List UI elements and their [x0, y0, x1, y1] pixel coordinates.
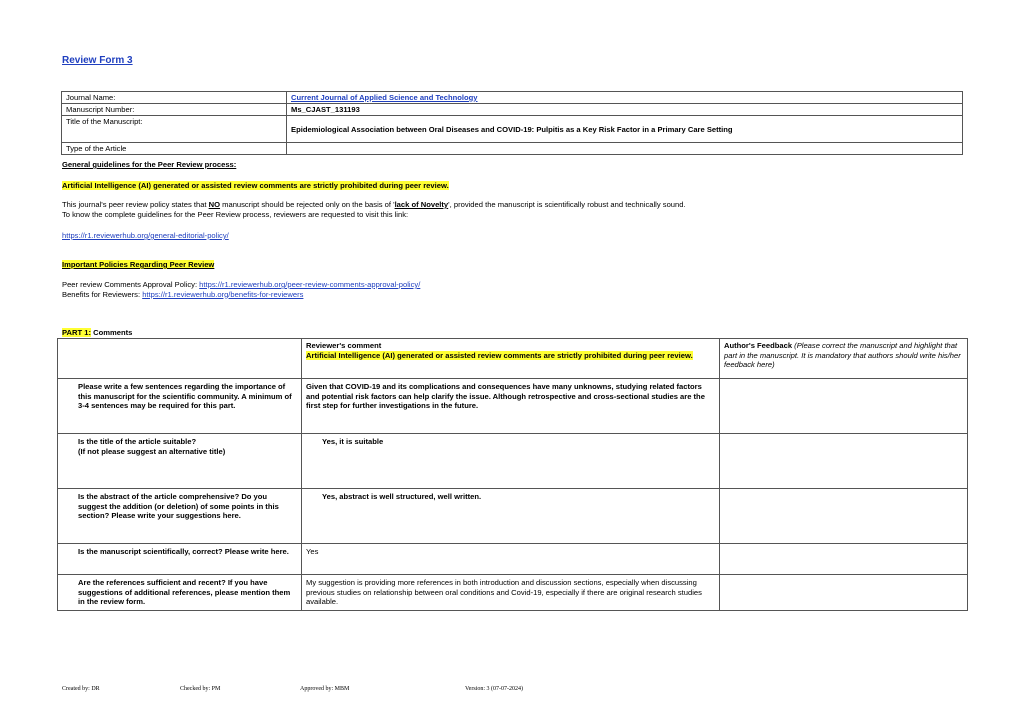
reviewer-comment-cell[interactable]: Yes [302, 544, 720, 575]
article-type-value [287, 143, 963, 155]
table-row [58, 379, 968, 434]
guidelines-heading: General guidelines for the Peer Review process: [62, 160, 237, 169]
author-feedback-cell[interactable] [720, 575, 968, 611]
journal-label: Journal Name: [62, 92, 287, 104]
footer-created-by: Created by: DR [62, 686, 100, 692]
footer-approved-by: Approved by: MBM [300, 686, 350, 692]
approval-policy-link[interactable]: https://r1.reviewerhub.org/peer-review-comments-approval-policy/ [199, 280, 421, 289]
manuscript-number-label: Manuscript Number: [62, 104, 287, 116]
no-emphasis: NO [208, 200, 221, 209]
table-row [58, 575, 968, 611]
reviewer-comment-cell[interactable]: Yes, it is suitable [302, 434, 720, 489]
article-type-label: Type of the Article [62, 143, 287, 155]
table-row [58, 544, 968, 575]
part1-heading [62, 328, 132, 337]
author-feedback-cell[interactable] [720, 379, 968, 434]
question-cell: Is the title of the article suitable? (If not please suggest an alternative title) [58, 434, 302, 489]
reviewer-ai-warning: Artificial Intelligence (AI) generated or assisted review comments are strictly prohibited during peer review. [306, 350, 693, 360]
author-feedback-cell[interactable] [720, 434, 968, 489]
header-empty-cell [58, 339, 302, 379]
reviewer-comment-cell[interactable]: My suggestion is providing more references in both introduction and discussion sections, especially when discussing previous studies on relationship between oral conditions and Covid-19, especially if there are original research studies available. [302, 575, 720, 611]
part1-label: PART 1: [62, 328, 91, 337]
question-cell: Please write a few sentences regarding the importance of this manuscript for the scientific community. A minimum of 3-4 sentences may be required for this part. [58, 379, 302, 434]
manuscript-title-row [62, 116, 963, 143]
policy-links: Peer review Comments Approval Policy: https://r1.reviewerhub.org/peer-review-comments-approval-policy/ Benefits for Reviewers: https://r1.reviewerhub.org/benefits-for-reviewers [62, 280, 421, 299]
footer-version: Version: 3 (07-07-2024) [465, 686, 523, 692]
question-cell: Is the manuscript scientifically, correct? Please write here. [58, 544, 302, 575]
important-policies-heading: Important Policies Regarding Peer Review [62, 260, 215, 269]
editorial-policy-link[interactable]: https://r1.reviewerhub.org/general-editorial-policy/ [62, 231, 229, 240]
benefits-link[interactable]: https://r1.reviewerhub.org/benefits-for-reviewers [142, 289, 304, 299]
article-type-row [62, 143, 963, 155]
manuscript-title-label: Title of the Manuscript: [62, 116, 287, 143]
reviewer-comment-cell[interactable]: Yes, abstract is well structured, well written. [302, 489, 720, 544]
ai-warning: Artificial Intelligence (AI) generated or assisted review comments are strictly prohibited during peer review. [62, 181, 449, 190]
comments-table [57, 338, 968, 611]
manuscript-info-table [61, 91, 963, 155]
footer-checked-by: Checked by: PM [180, 686, 221, 692]
author-feedback-cell[interactable] [720, 544, 968, 575]
reviewer-comment-cell[interactable]: Given that COVID-19 and its complications and consequences have many unknowns, studying related factors and potential risk factors can help clarify the issue. Although retrospective and cross-sectional studies are the first step for further investigations in the future. [302, 379, 720, 434]
manuscript-number-value: Ms_CJAST_131193 [287, 104, 963, 116]
policy-paragraph: This journal's peer review policy states that NO manuscript should be rejected only on the basis of 'lack of Novelty', provided the manuscript is scientifically robust and technically sound. To know the complete guidelines for the Peer Review process, reviewers are requested to visit this link: [62, 200, 686, 219]
manuscript-title-value: Epidemiological Association between Oral Diseases and COVID-19: Pulpitis as a Key Risk Factor in a Primary Care Setting [287, 116, 963, 143]
guidelines-instruction: To know the complete guidelines for the Peer Review process, reviewers are requested to visit this link: [62, 209, 409, 219]
part1-title: Comments [90, 328, 133, 337]
question-cell: Is the abstract of the article comprehensive? Do you suggest the addition (or deletion) of some points in this section? Please write your suggestions here. [58, 489, 302, 544]
comments-header-row [58, 339, 968, 379]
author-feedback-cell[interactable] [720, 489, 968, 544]
table-row [58, 434, 968, 489]
reviewer-comment-header: Reviewer's comment [306, 341, 382, 350]
journal-name-link[interactable]: Current Journal of Applied Science and Technology [291, 93, 478, 102]
author-feedback-header: Author's Feedback (Please correct the manuscript and highlight that part in the manuscript. It is mandatory that authors should write his/her feedback here) [720, 339, 968, 379]
manuscript-number-row [62, 104, 963, 116]
table-row [58, 489, 968, 544]
question-cell: Are the references sufficient and recent? If you have suggestions of additional references, please mention them in the review form. [58, 575, 302, 611]
form-title: Review Form 3 [62, 55, 133, 66]
journal-row [62, 92, 963, 104]
lack-of-novelty-emphasis: lack of Novelty [394, 200, 449, 209]
